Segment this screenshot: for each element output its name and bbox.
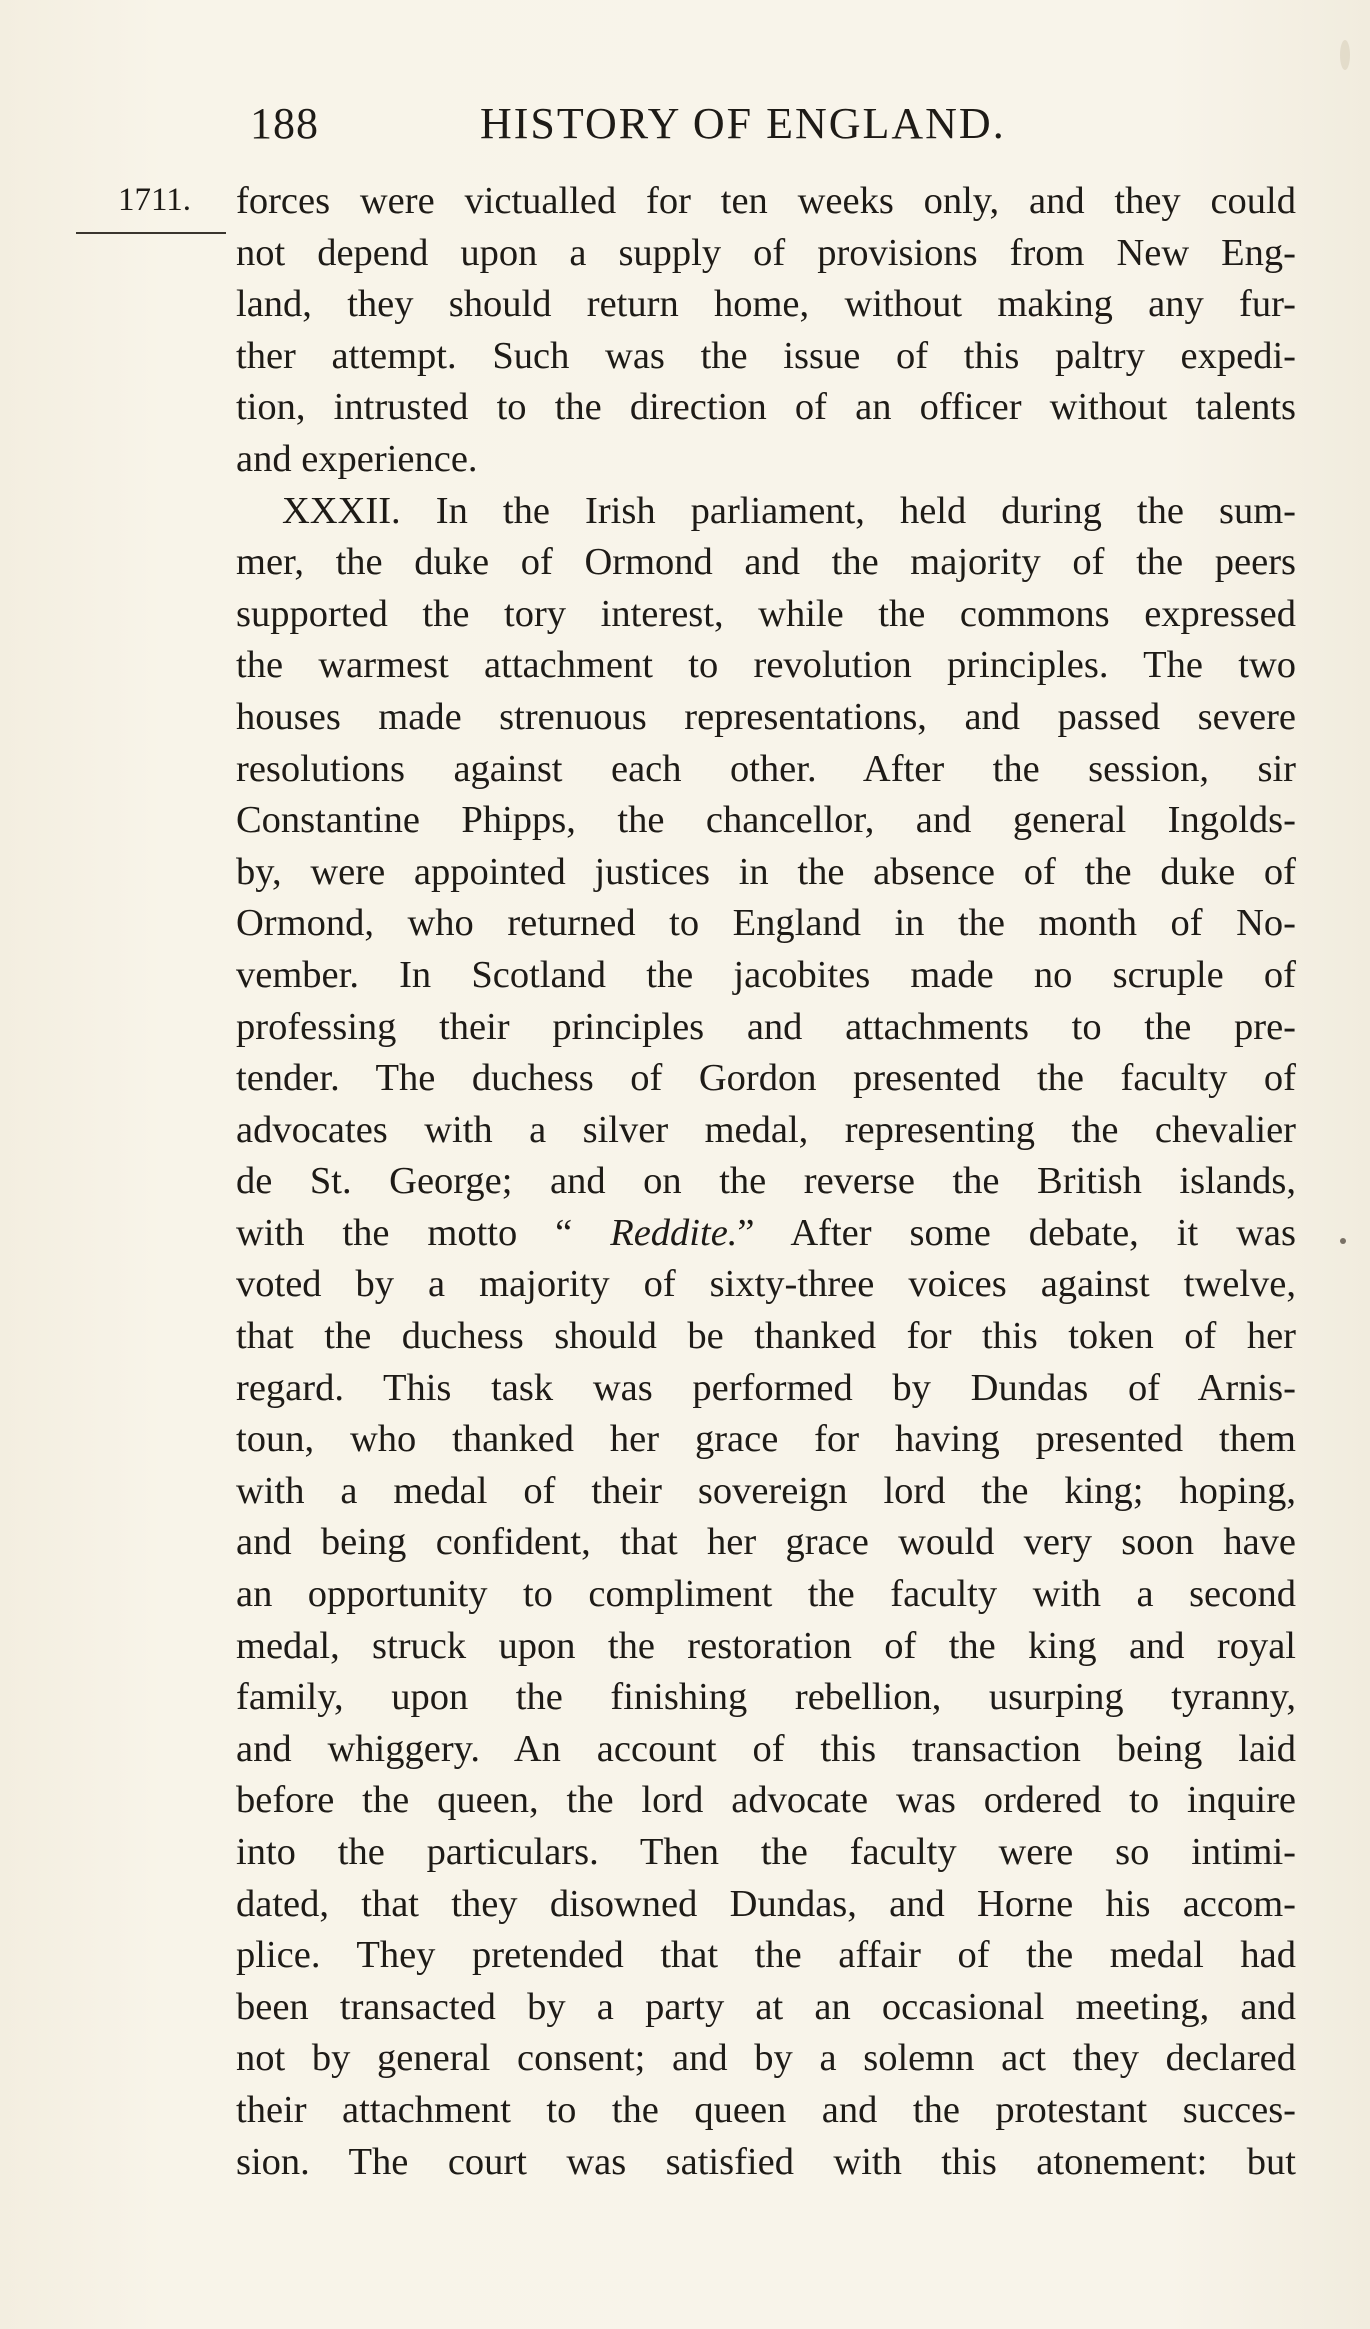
text-line: that the duchess should be thanked for this token of her [236,1315,1296,1358]
text-line: forces were victualled for ten weeks only, and they could [236,180,1296,222]
text-line: mer, the duke of Ormond and the majority of the peers [236,541,1296,584]
text-line: not by general consent; and by a solemn act they declared [236,2037,1296,2080]
text-line: regard. This task was performed by Dundas of Arnis- [236,1366,1296,1409]
text-line: Ormond, who returned to England in the month of No- [236,902,1296,945]
text-line: with the motto “ Reddite.” After some debate, it was [236,1211,1296,1254]
text-line: an opportunity to compliment the faculty with a second [236,1573,1296,1616]
text-line: with a medal of their sovereign lord the king; hoping, [236,1469,1296,1512]
text-line: tion, intrusted to the direction of an officer without talents [236,386,1296,429]
text-line: been transacted by a party at an occasional meeting, and [236,1985,1296,2028]
paper-spot [1340,40,1350,70]
text-line: tender. The duchess of Gordon presented the faculty of [236,1057,1296,1100]
text-line: Constantine Phipps, the chancellor, and general Ingolds- [236,799,1296,842]
text-line: dated, that they disowned Dundas, and Horne his accom- [236,1882,1296,1925]
margin-rule [76,232,226,234]
text-line: by, were appointed justices in the absence of the duke of [236,850,1296,893]
text-line: resolutions against each other. After the session, sir [236,747,1296,790]
text-line: professing their principles and attachments to the pre- [236,1005,1296,1048]
text-line: vember. In Scotland the jacobites made no scruple of [236,953,1296,996]
text-line: XXXII. In the Irish parliament, held during the sum- [282,489,1296,532]
text-line: the warmest attachment to revolution principles. The two [236,644,1296,687]
text-line: their attachment to the queen and the protestant succes- [236,2088,1296,2131]
text-line: voted by a majority of sixty-three voices against twelve, [236,1263,1296,1306]
text-line: not depend upon a supply of provisions from New Eng- [236,231,1296,274]
text-line: houses made strenuous representations, and passed severe [236,695,1296,738]
text-line: land, they should return home, without making any fur- [236,283,1296,326]
text-line: de St. George; and on the reverse the British islands, [236,1160,1296,1203]
text-line: supported the tory interest, while the commons expressed [236,592,1296,635]
page-number: 188 [250,99,319,148]
body-text [236,176,1296,2188]
paper-spot [1340,1238,1346,1244]
text-line: and whiggery. An account of this transaction being laid [236,1727,1296,1770]
text-line: advocates with a silver medal, representing the chevalier [236,1108,1296,1151]
text-line: ther attempt. Such was the issue of this paltry expedi- [236,334,1296,377]
text-line: medal, struck upon the restoration of the king and royal [236,1624,1296,1667]
page-header [250,98,1090,154]
running-title: HISTORY OF ENGLAND. [480,99,1006,148]
text-line: and being confident, that her grace would very soon have [236,1521,1296,1564]
text-line: and experience. [236,437,478,480]
margin-year: 1711. [118,182,192,218]
text-line: into the particulars. Then the faculty were so intimi- [236,1831,1296,1873]
text-line: before the queen, the lord advocate was ordered to inquire [236,1779,1296,1822]
text-line: sion. The court was satisfied with this atonement: but [236,2140,1296,2183]
text-line: family, upon the finishing rebellion, usurping tyranny, [236,1676,1296,1719]
text-line: toun, who thanked her grace for having presented them [236,1418,1296,1461]
text-line: plice. They pretended that the affair of the medal had [236,1934,1296,1977]
